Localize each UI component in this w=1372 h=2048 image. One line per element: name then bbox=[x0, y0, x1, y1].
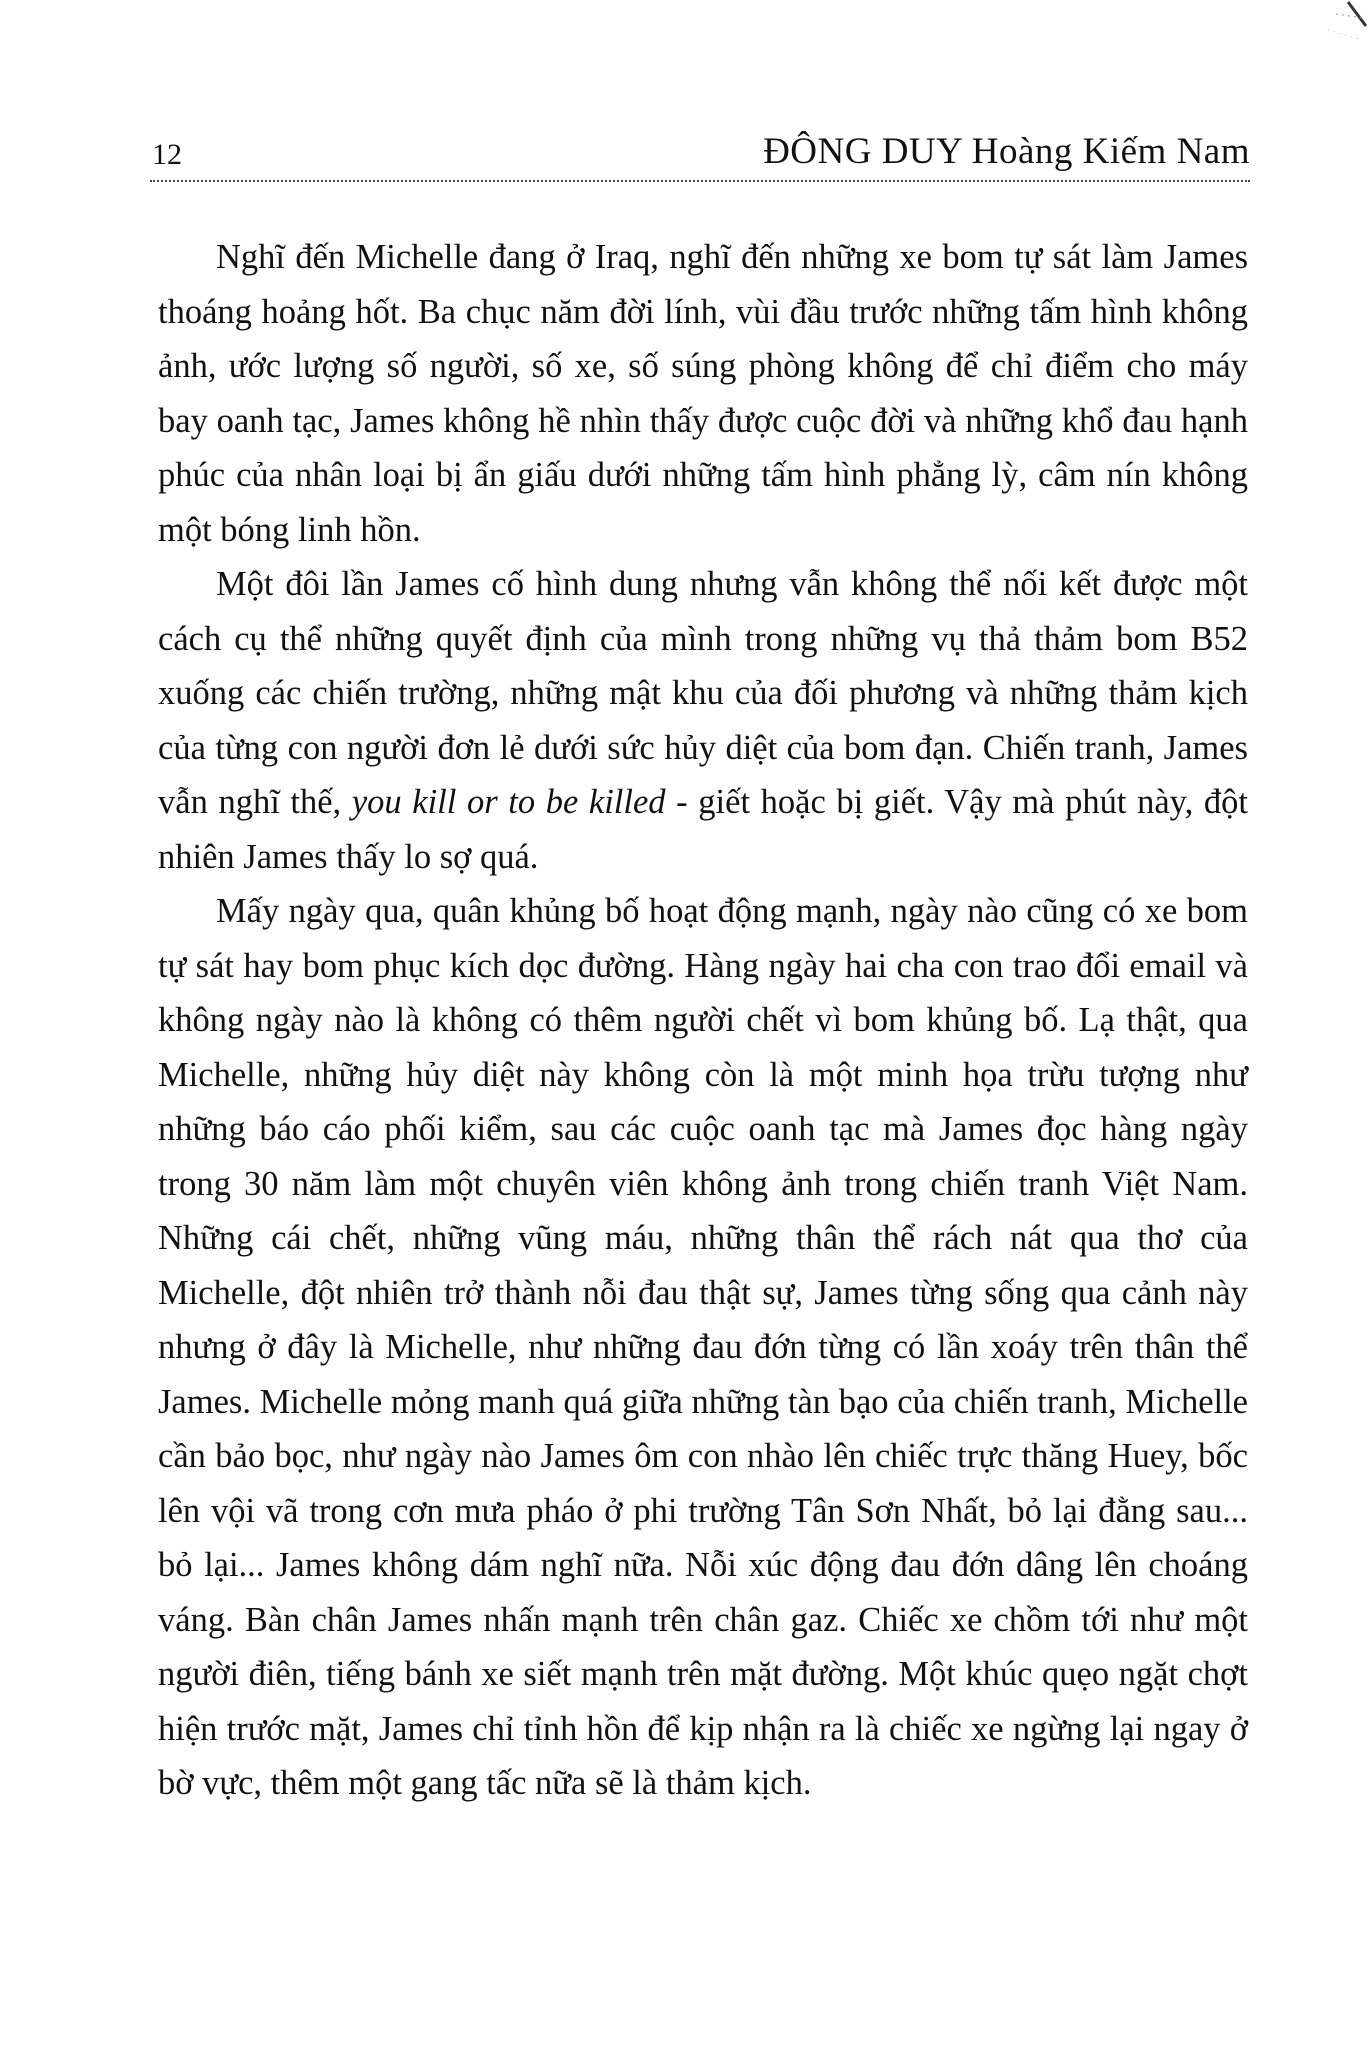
paragraph-2-text-before: Một đôi lần James cố hình dung nhưng vẫn không thể nối kết được một cách cụ thể những quyết định của mình trong những vụ thả thảm bom B52 xuống các chiến trường, những mật khu của đối phương và những thảm kịch của từng con người đơn lẻ dưới sức hủy diệt của bom đạn. Chiến tranh, James vẫn nghĩ thế, bbox=[158, 565, 1248, 821]
paragraph-2-text-after: - giết hoặc bị giết. Vậy mà phút này, đột nhiên James thấy lo sợ quá. bbox=[158, 783, 1248, 876]
body-text bbox=[158, 230, 1248, 1811]
scan-corner-mark bbox=[1308, 0, 1368, 50]
paragraph-2-italic-phrase: you kill or to be killed bbox=[351, 783, 666, 821]
paragraph-2 bbox=[158, 557, 1248, 884]
paragraph-3: Mấy ngày qua, quân khủng bố hoạt động mạnh, ngày nào cũng có xe bom tự sát hay bom phục kích dọc đường. Hàng ngày hai cha con trao đổi email và không ngày nào là không có thêm người chết vì bom khủng bố. Lạ thật, qua Michelle, những hủy diệt này không còn là một minh họa trừu tượng như những báo cáo phối kiểm, sau các cuộc oanh tạc mà James đọc hàng ngày trong 30 năm làm một chuyên viên không ảnh trong chiến tranh Việt Nam. Những cái chết, những vũng máu, những thân thể rách nát qua thơ của Michelle, đột nhiên trở thành nỗi đau thật sự, James từng sống qua cảnh này nhưng ở đây là Michelle, như những đau đớn từng có lần xoáy trên thân thể James. Michelle mỏng manh quá giữa những tàn bạo của chiến tranh, Michelle cần bảo bọc, như ngày nào James ôm con nhào lên chiếc trực thăng Huey, bốc lên vội vã trong cơn mưa pháo ở phi trường Tân Sơn Nhất, bỏ lại đằng sau... bỏ lại... James không dám nghĩ nữa. Nỗi xúc động đau đớn dâng lên choáng váng. Bàn chân James nhấn mạnh trên chân gaz. Chiếc xe chồm tới như một người điên, tiếng bánh xe siết mạnh trên mặt đường. Một khúc quẹo ngặt chợt hiện trước mặt, James chỉ tỉnh hồn để kịp nhận ra là chiếc xe ngừng lại ngay ở bờ vực, thêm một gang tấc nữa sẽ là thảm kịch. bbox=[158, 892, 1248, 1802]
running-title: ĐÔNG DUY Hoàng Kiếm Nam bbox=[763, 131, 1250, 172]
page-number: 12 bbox=[152, 138, 182, 171]
paragraph-1: Nghĩ đến Michelle đang ở Iraq, nghĩ đến những xe bom tự sát làm James thoáng hoảng hốt. Ba chục năm đời lính, vùi đầu trước những tấm hình không ảnh, ước lượng số người, số xe, số súng phòng không để chỉ điểm cho máy bay oanh tạc, James không hề nhìn thấy được cuộc đời và những khổ đau hạnh phúc của nhân loại bị ẩn giấu dưới những tấm hình phẳng lỳ, câm nín không một bóng linh hồn. bbox=[158, 238, 1248, 549]
page-header bbox=[150, 120, 1250, 182]
